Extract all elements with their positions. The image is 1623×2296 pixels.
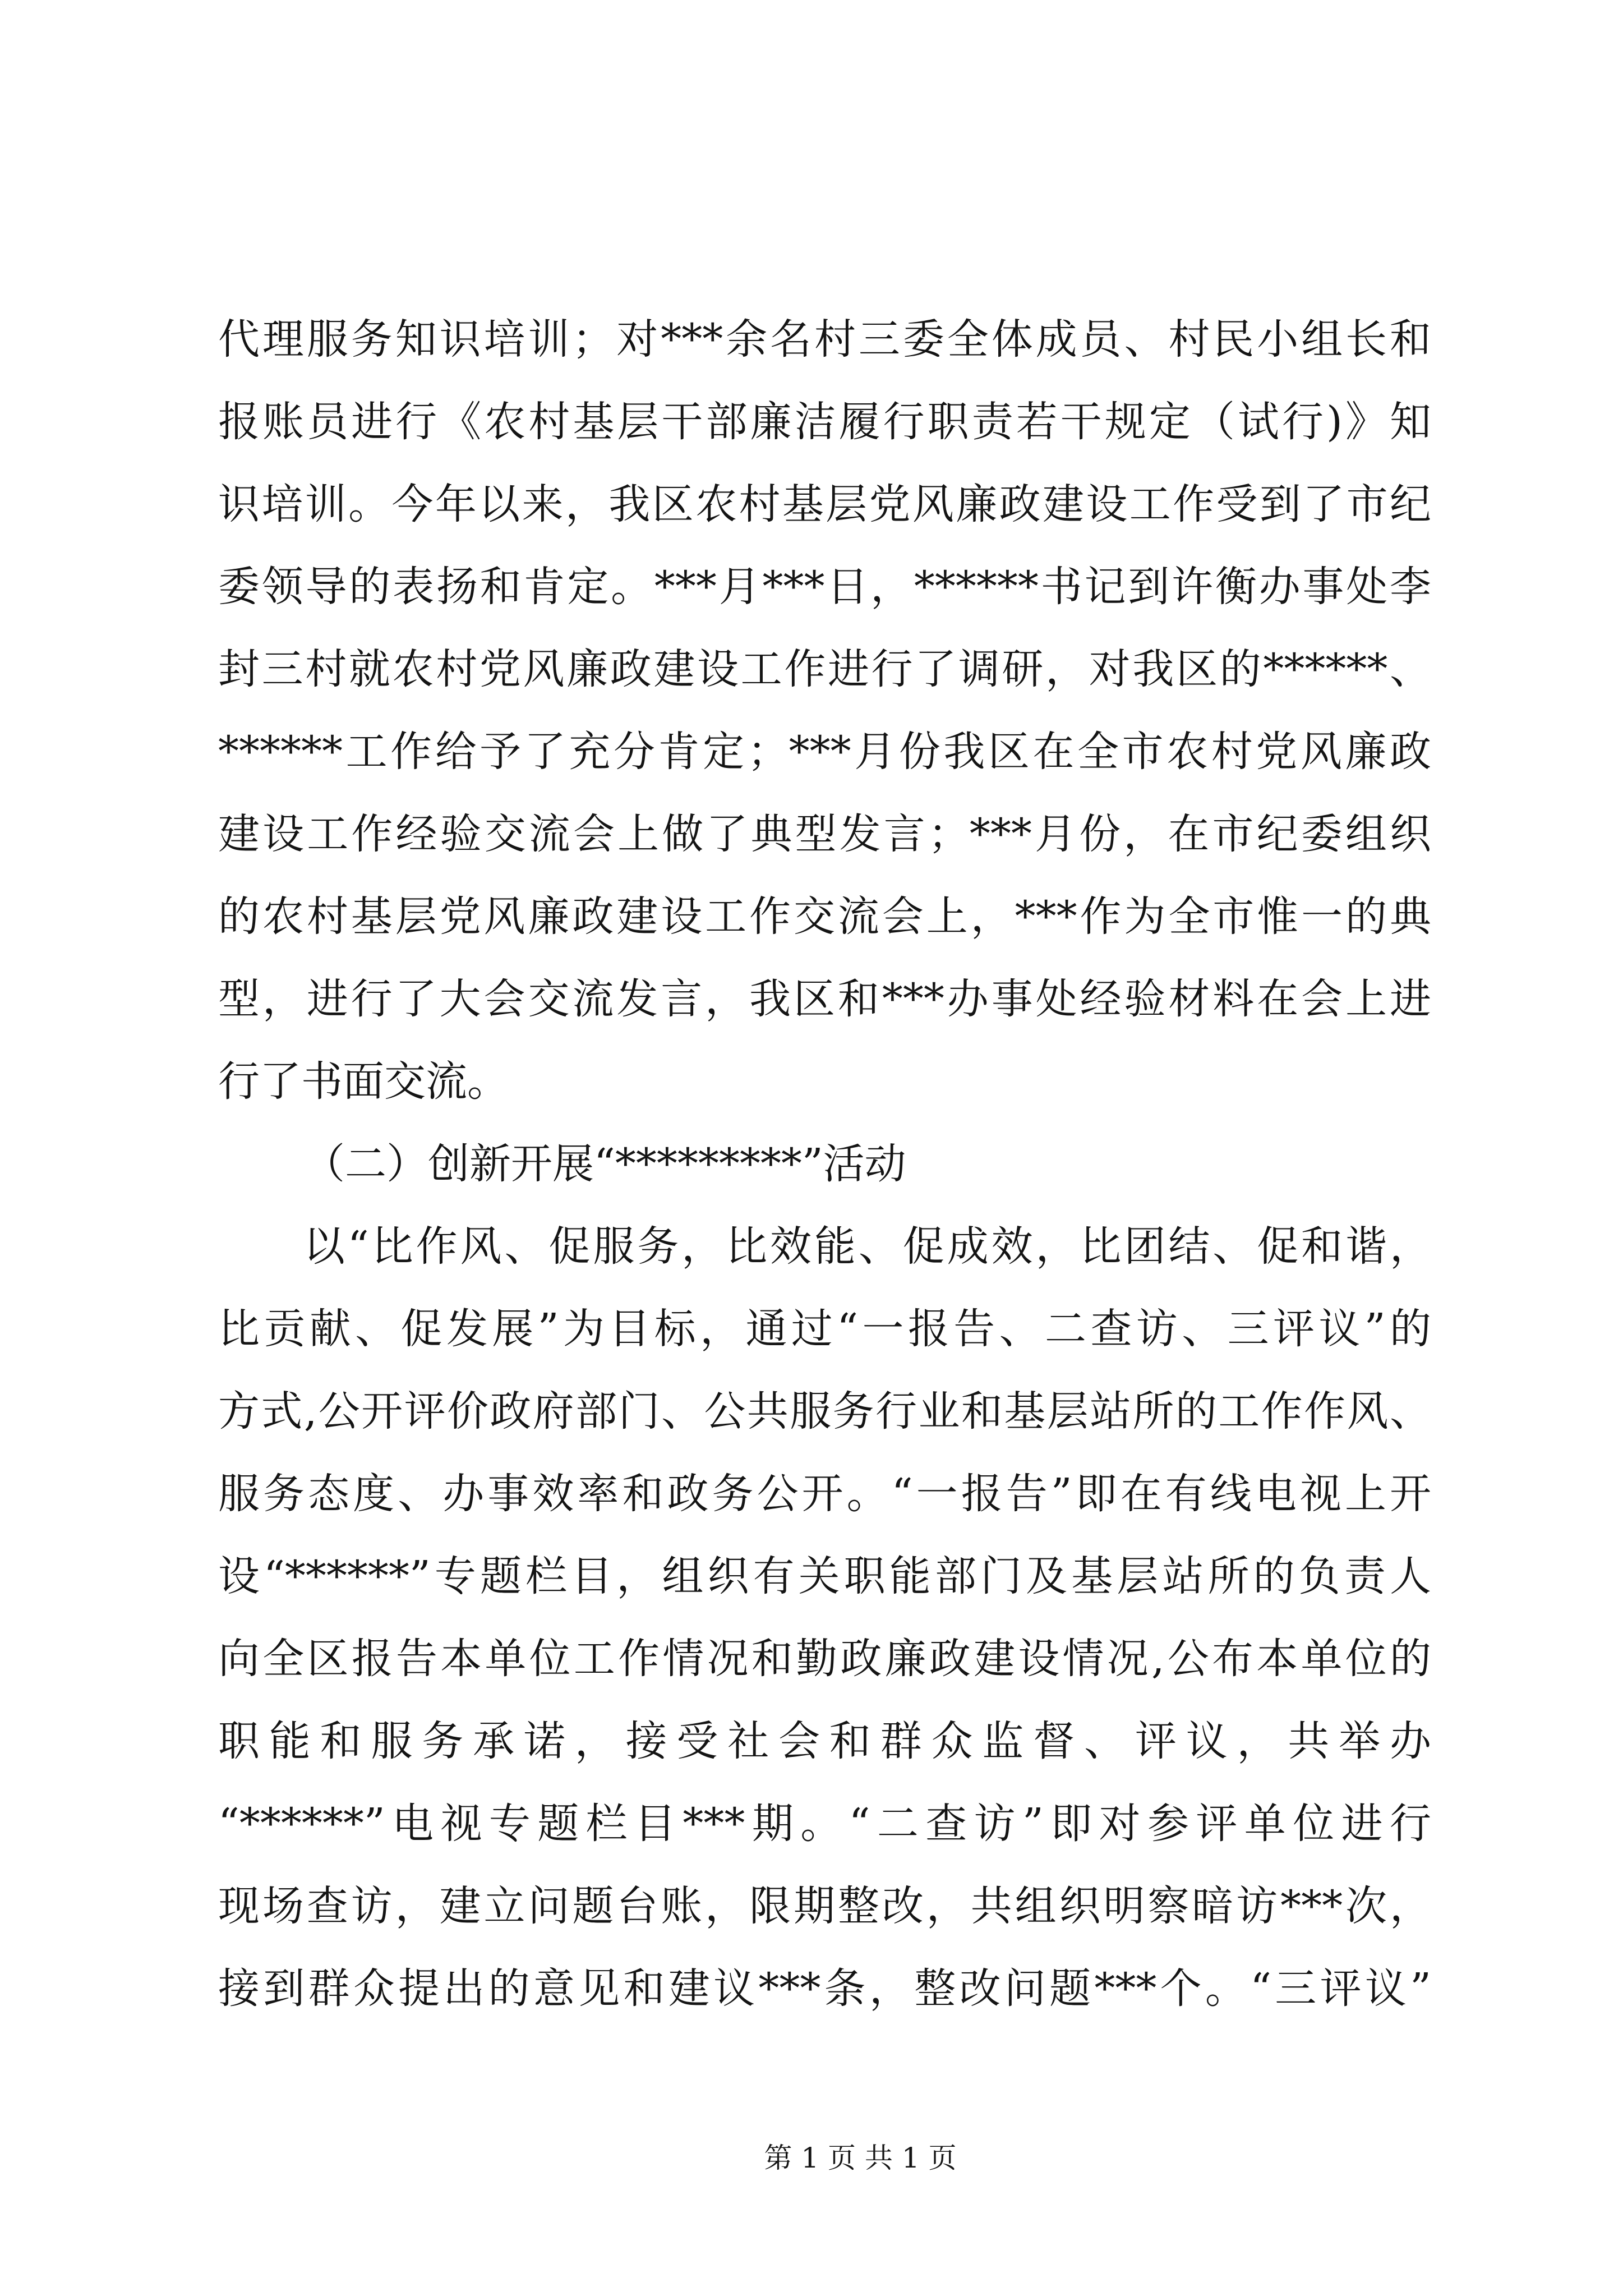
paragraph-2 <box>218 1205 1431 2030</box>
text-line: 现场查访，建立问题台账，限期整改，共组织明察暗访***次， <box>218 1882 1431 1930</box>
body-text <box>218 298 1431 2030</box>
text-line: 行了书面交流。 <box>218 1057 509 1106</box>
text-line: 以“比作风、促服务，比效能、促成效，比团结、促和谐， <box>303 1222 1431 1271</box>
text-line: 建设工作经验交流会上做了典型发言；***月份，在市纪委组织 <box>218 810 1431 858</box>
text-line: 封三村就农村党风廉政建设工作进行了调研，对我区的******、 <box>218 645 1431 693</box>
text-line: 设“******”专题栏目，组织有关职能部门及基层站所的负责人 <box>218 1552 1431 1600</box>
paragraph-1 <box>218 298 1431 1123</box>
text-line: 比贡献、促发展”为目标，通过“一报告、二查访、三评议”的 <box>218 1305 1431 1353</box>
text-line: 职能和服务承诺，接受社会和群众监督、评议，共举办 <box>218 1717 1431 1765</box>
text-line: “******”电视专题栏目***期。“二查访”即对参评单位进行 <box>218 1800 1431 1848</box>
text-line: 方式,公开评价政府部门、公共服务行业和基层站所的工作作风、 <box>218 1387 1431 1435</box>
page-number-footer: 第 1 页 共 1 页 <box>764 2142 957 2174</box>
text-line: 型，进行了大会交流发言，我区和***办事处经验材料在会上进 <box>218 975 1431 1023</box>
text-line: ******工作给予了充分肯定；***月份我区在全市农村党风廉政 <box>218 728 1431 776</box>
section-heading: （二）创新开展“*********”活动 <box>303 1140 906 1188</box>
text-line: 代理服务知识培训；对***余名村三委全体成员、村民小组长和 <box>218 315 1431 364</box>
text-line: 委领导的表扬和肯定。***月***日，******书记到许衡办事处李 <box>218 563 1431 611</box>
text-line: 识培训。今年以来，我区农村基层党风廉政建设工作受到了市纪 <box>218 480 1431 528</box>
text-line: 接到群众提出的意见和建议***条，整改问题***个。“三评议” <box>218 1964 1431 2013</box>
text-line: 向全区报告本单位工作情况和勤政廉政建设情况,公布本单位的 <box>218 1635 1431 1683</box>
text-line: 服务态度、办事效率和政务公开。“一报告”即在有线电视上开 <box>218 1470 1431 1518</box>
text-line: 报账员进行《农村基层干部廉洁履行职责若干规定（试行)》知 <box>218 398 1431 446</box>
text-line: 的农村基层党风廉政建设工作交流会上，***作为全市惟一的典 <box>218 892 1431 941</box>
